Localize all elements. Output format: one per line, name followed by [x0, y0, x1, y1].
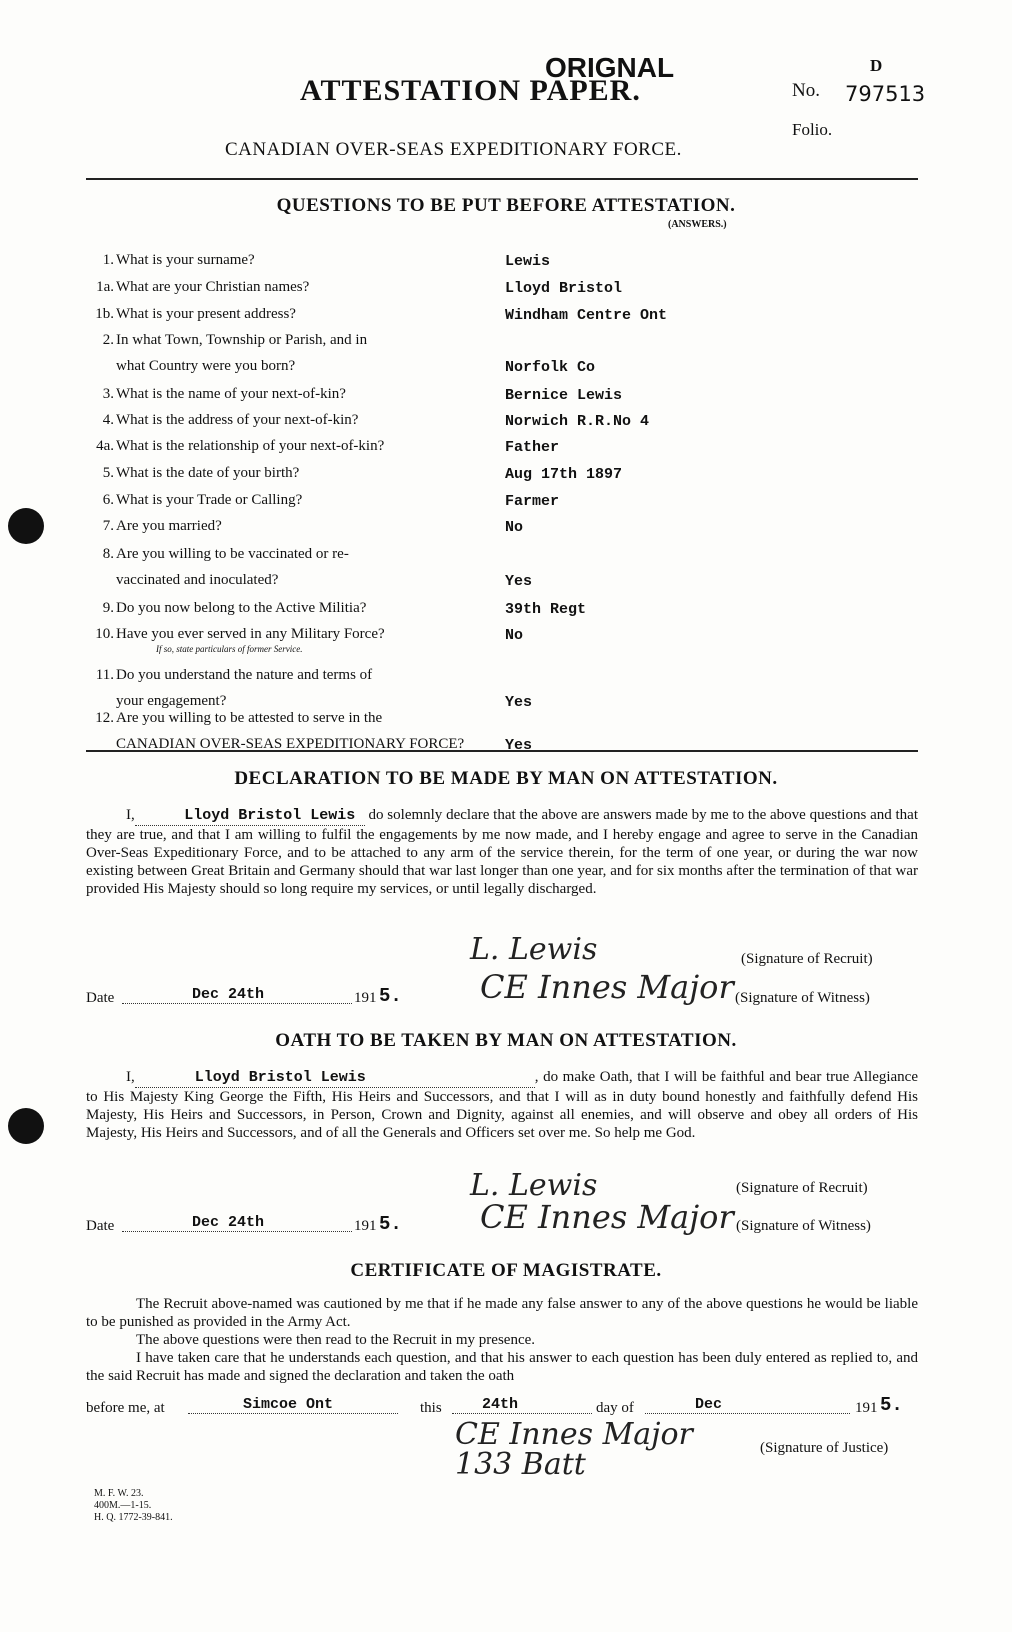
question-text: Are you willing to be vaccinated or re- [116, 546, 349, 562]
question-text: What is the date of your birth? [116, 465, 300, 481]
question-number: 1. [102, 252, 114, 268]
magistrate-year-digit: 5. [880, 1394, 903, 1416]
attestation-day: 24th [482, 1396, 519, 1413]
answer-12 [505, 596, 925, 618]
answer-value: Norwich R.R.No 4 [505, 413, 650, 430]
answer-value: Farmer [505, 493, 560, 510]
question-number: 8. [102, 546, 114, 562]
answer-value: Yes [505, 573, 533, 590]
answer-4 [505, 354, 925, 376]
this-label: this [420, 1400, 442, 1416]
magistrate-paragraph-2: The above questions were then read to the Recruit in my presence. [136, 1332, 536, 1348]
declaration-year-prefix: 191 [354, 990, 377, 1006]
answer-value: Aug 17th 1897 [505, 466, 623, 483]
answer-value: No [505, 627, 524, 644]
question-text-continued: what Country were you born? [116, 358, 296, 374]
question-number: 4. [102, 412, 114, 428]
oath-name: Lloyd Bristol Lewis [194, 1069, 366, 1086]
declaration-date-label: Date [86, 990, 115, 1006]
oath-recruit-signature: L. Lewis [470, 1168, 598, 1203]
footer-form-code: M. F. W. 23. [94, 1488, 144, 1499]
declaration-text-1: do solemnly declare that the above are answers [368, 807, 652, 823]
declaration-date-line [122, 985, 352, 1004]
justice-signature: CE Innes Major 133 Batt [455, 1417, 693, 1482]
header-divider [86, 178, 918, 180]
question-number: 4a. [96, 438, 114, 454]
place-line [188, 1395, 398, 1414]
declaration-witness-signature-label: (Signature of Witness) [735, 990, 870, 1006]
answer-1 [505, 248, 925, 270]
question-text: Do you now belong to the Active Militia? [116, 600, 367, 616]
question-number: 1a. [96, 279, 114, 295]
answer-3 [505, 302, 925, 324]
declaration-year-digit: 5. [379, 985, 402, 1007]
question-text: What is your Trade or Calling? [116, 492, 303, 508]
question-number: 2. [102, 332, 114, 348]
oath-date-label: Date [86, 1218, 115, 1234]
oath-date: Dec 24th [192, 1214, 265, 1231]
magistrate-text [86, 1295, 918, 1385]
answer-9 [505, 488, 925, 510]
question-text: What is the name of your next-of-kin? [116, 386, 346, 402]
answer-11 [505, 568, 925, 590]
question-note: If so, state particulars of former Service. [156, 644, 303, 654]
answer-14 [505, 689, 925, 711]
footer-print-run: 400M.—1-15. [94, 1500, 152, 1511]
answer-10 [505, 514, 925, 536]
question-number: 7. [102, 518, 114, 534]
question-number: 5. [102, 465, 114, 481]
oath-title: OATH TO BE TAKEN BY MAN ON ATTESTATION. [275, 1030, 737, 1051]
question-number: 11. [95, 667, 114, 683]
declaration-recruit-signature: L. Lewis [470, 932, 598, 967]
question-text-continued: vaccinated and inoculated? [116, 572, 279, 588]
question-text: What is your surname? [116, 252, 255, 268]
number-label: No. [792, 80, 820, 101]
declaration-date: Dec 24th [192, 986, 265, 1003]
question-text: Do you understand the nature and terms of [116, 667, 373, 683]
question-text: Are you willing to be attested to serve in the [116, 710, 383, 726]
questions-title: QUESTIONS TO BE PUT BEFORE ATTESTATION. [276, 195, 736, 216]
form-series-letter: D [870, 56, 883, 75]
footer-hq-ref: H. Q. 1772-39-841. [94, 1512, 173, 1523]
attestation-month: Dec [695, 1396, 723, 1413]
oath-i: I, [126, 1069, 135, 1085]
oath-witness-signature: CE Innes Major [480, 1198, 734, 1236]
answer-value: 39th Regt [505, 601, 587, 618]
force-name: CANADIAN OVER-SEAS EXPEDITIONARY FORCE. [225, 139, 682, 160]
month-line [645, 1395, 850, 1414]
declaration-recruit-signature-label: (Signature of Recruit) [741, 951, 873, 967]
question-text: Are you married? [116, 518, 222, 534]
oath-year-digit: 5. [379, 1213, 402, 1235]
magistrate-title: CERTIFICATE OF MAGISTRATE. [350, 1260, 662, 1281]
answer-value: Father [505, 439, 560, 456]
declaration-i: I, [126, 807, 135, 823]
question-text: What are your Christian names? [116, 279, 310, 295]
question-number: 6. [102, 492, 114, 508]
question-text-continued: CANADIAN OVER-SEAS EXPEDITIONARY FORCE? [116, 736, 465, 752]
question-number: 9. [102, 600, 114, 616]
question-number: 3. [102, 386, 114, 402]
question-number: 12. [95, 710, 114, 726]
answer-6 [505, 408, 925, 430]
punch-hole [8, 508, 44, 544]
question-text: In what Town, Township or Parish, and in [116, 332, 368, 348]
day-of-label: day of [596, 1400, 634, 1416]
answer-value: Lloyd Bristol [505, 280, 623, 297]
answer-2 [505, 275, 925, 297]
answer-13 [505, 622, 925, 644]
oath-text [86, 1068, 918, 1142]
question-text: Have you ever served in any Military Force? [116, 626, 385, 642]
question-text-continued: your engagement? [116, 693, 227, 709]
oath-date-line [122, 1213, 352, 1232]
answer-value: Norfolk Co [505, 359, 596, 376]
answer-value: Bernice Lewis [505, 387, 623, 404]
answer-value: No [505, 519, 524, 536]
declaration-text [86, 806, 918, 898]
declaration-witness-signature: CE Innes Major [480, 968, 734, 1006]
question-number: 1b. [95, 306, 114, 322]
oath-text-2: bear true Allegiance to His Majesty King George the Fifth, His Heirs and Successors, and that I will as in duty bound honestly and faithfully defend His Majesty, His Heirs and Successors, in Person, Crown and Dignity, against all enemies, and will observe and obey all orders of His Majesty, His Heirs and Successors, and of all the Generals and Officers set over me. So help me God. [86, 1069, 918, 1141]
question-text: What is the address of your next-of-kin? [116, 412, 359, 428]
answer-value: Windham Centre Ont [505, 307, 668, 324]
day-line [452, 1395, 592, 1414]
answer-5 [505, 382, 925, 404]
answer-value: Yes [505, 694, 533, 711]
declaration-title: DECLARATION TO BE MADE BY MAN ON ATTESTATION. [234, 768, 778, 789]
answer-value: Lewis [505, 253, 551, 270]
oath-witness-signature-label: (Signature of Witness) [736, 1218, 871, 1234]
question-number: 10. [95, 626, 114, 642]
answer-value: Yes [505, 737, 533, 754]
punch-hole [8, 1108, 44, 1144]
answers-label: (ANSWERS.) [668, 219, 727, 230]
folio-label: Folio. [792, 120, 833, 139]
form-title: ATTESTATION PAPER. [300, 74, 641, 107]
declaration-name: Lloyd Bristol Lewis [184, 807, 356, 824]
oath-year-prefix: 191 [354, 1218, 377, 1234]
justice-signature-label: (Signature of Justice) [760, 1440, 889, 1456]
magistrate-year-prefix: 191 [855, 1400, 878, 1416]
attestation-place: Simcoe Ont [243, 1396, 334, 1413]
regimental-number: 797513 [845, 82, 926, 106]
question-text: What is your present address? [116, 306, 296, 322]
question-text: What is the relationship of your next-of-kin? [116, 438, 385, 454]
answer-8 [505, 461, 925, 483]
magistrate-paragraph-3: I have taken care that he understands each question, and that his answer to each question has been duly entered as replied to, and the said Recruit has made and signed the declaration and taken the oath [86, 1350, 918, 1384]
oath-text-1: , do make Oath, that I will be faithful and [534, 1069, 791, 1085]
oath-recruit-signature-label: (Signature of Recruit) [736, 1180, 868, 1196]
magistrate-paragraph-1: The Recruit above-named was cautioned by me that if he made any false answer to any of the above questions he would be liable to be punished as provided in the Army Act. [86, 1296, 918, 1330]
declaration-text-2: made by me to the above questions and that they are true, and that I am willing to fulfil the engagements by me now made, and I hereby engage and agree to serve in the Canadian Over-Seas Expeditionary Force, and to be attached to any arm of the service therein, for the term of one year, or during the war now existing between Great Britain and Germany should that war last longer than one year, and for six months after the termination of that war provided His Majesty should so long require my services, or until legally discharged. [86, 807, 918, 897]
original-stamp: ORIGNAL [545, 52, 675, 83]
questions-divider [86, 750, 918, 752]
before-me-label: before me, at [86, 1400, 165, 1416]
answer-7 [505, 434, 925, 456]
